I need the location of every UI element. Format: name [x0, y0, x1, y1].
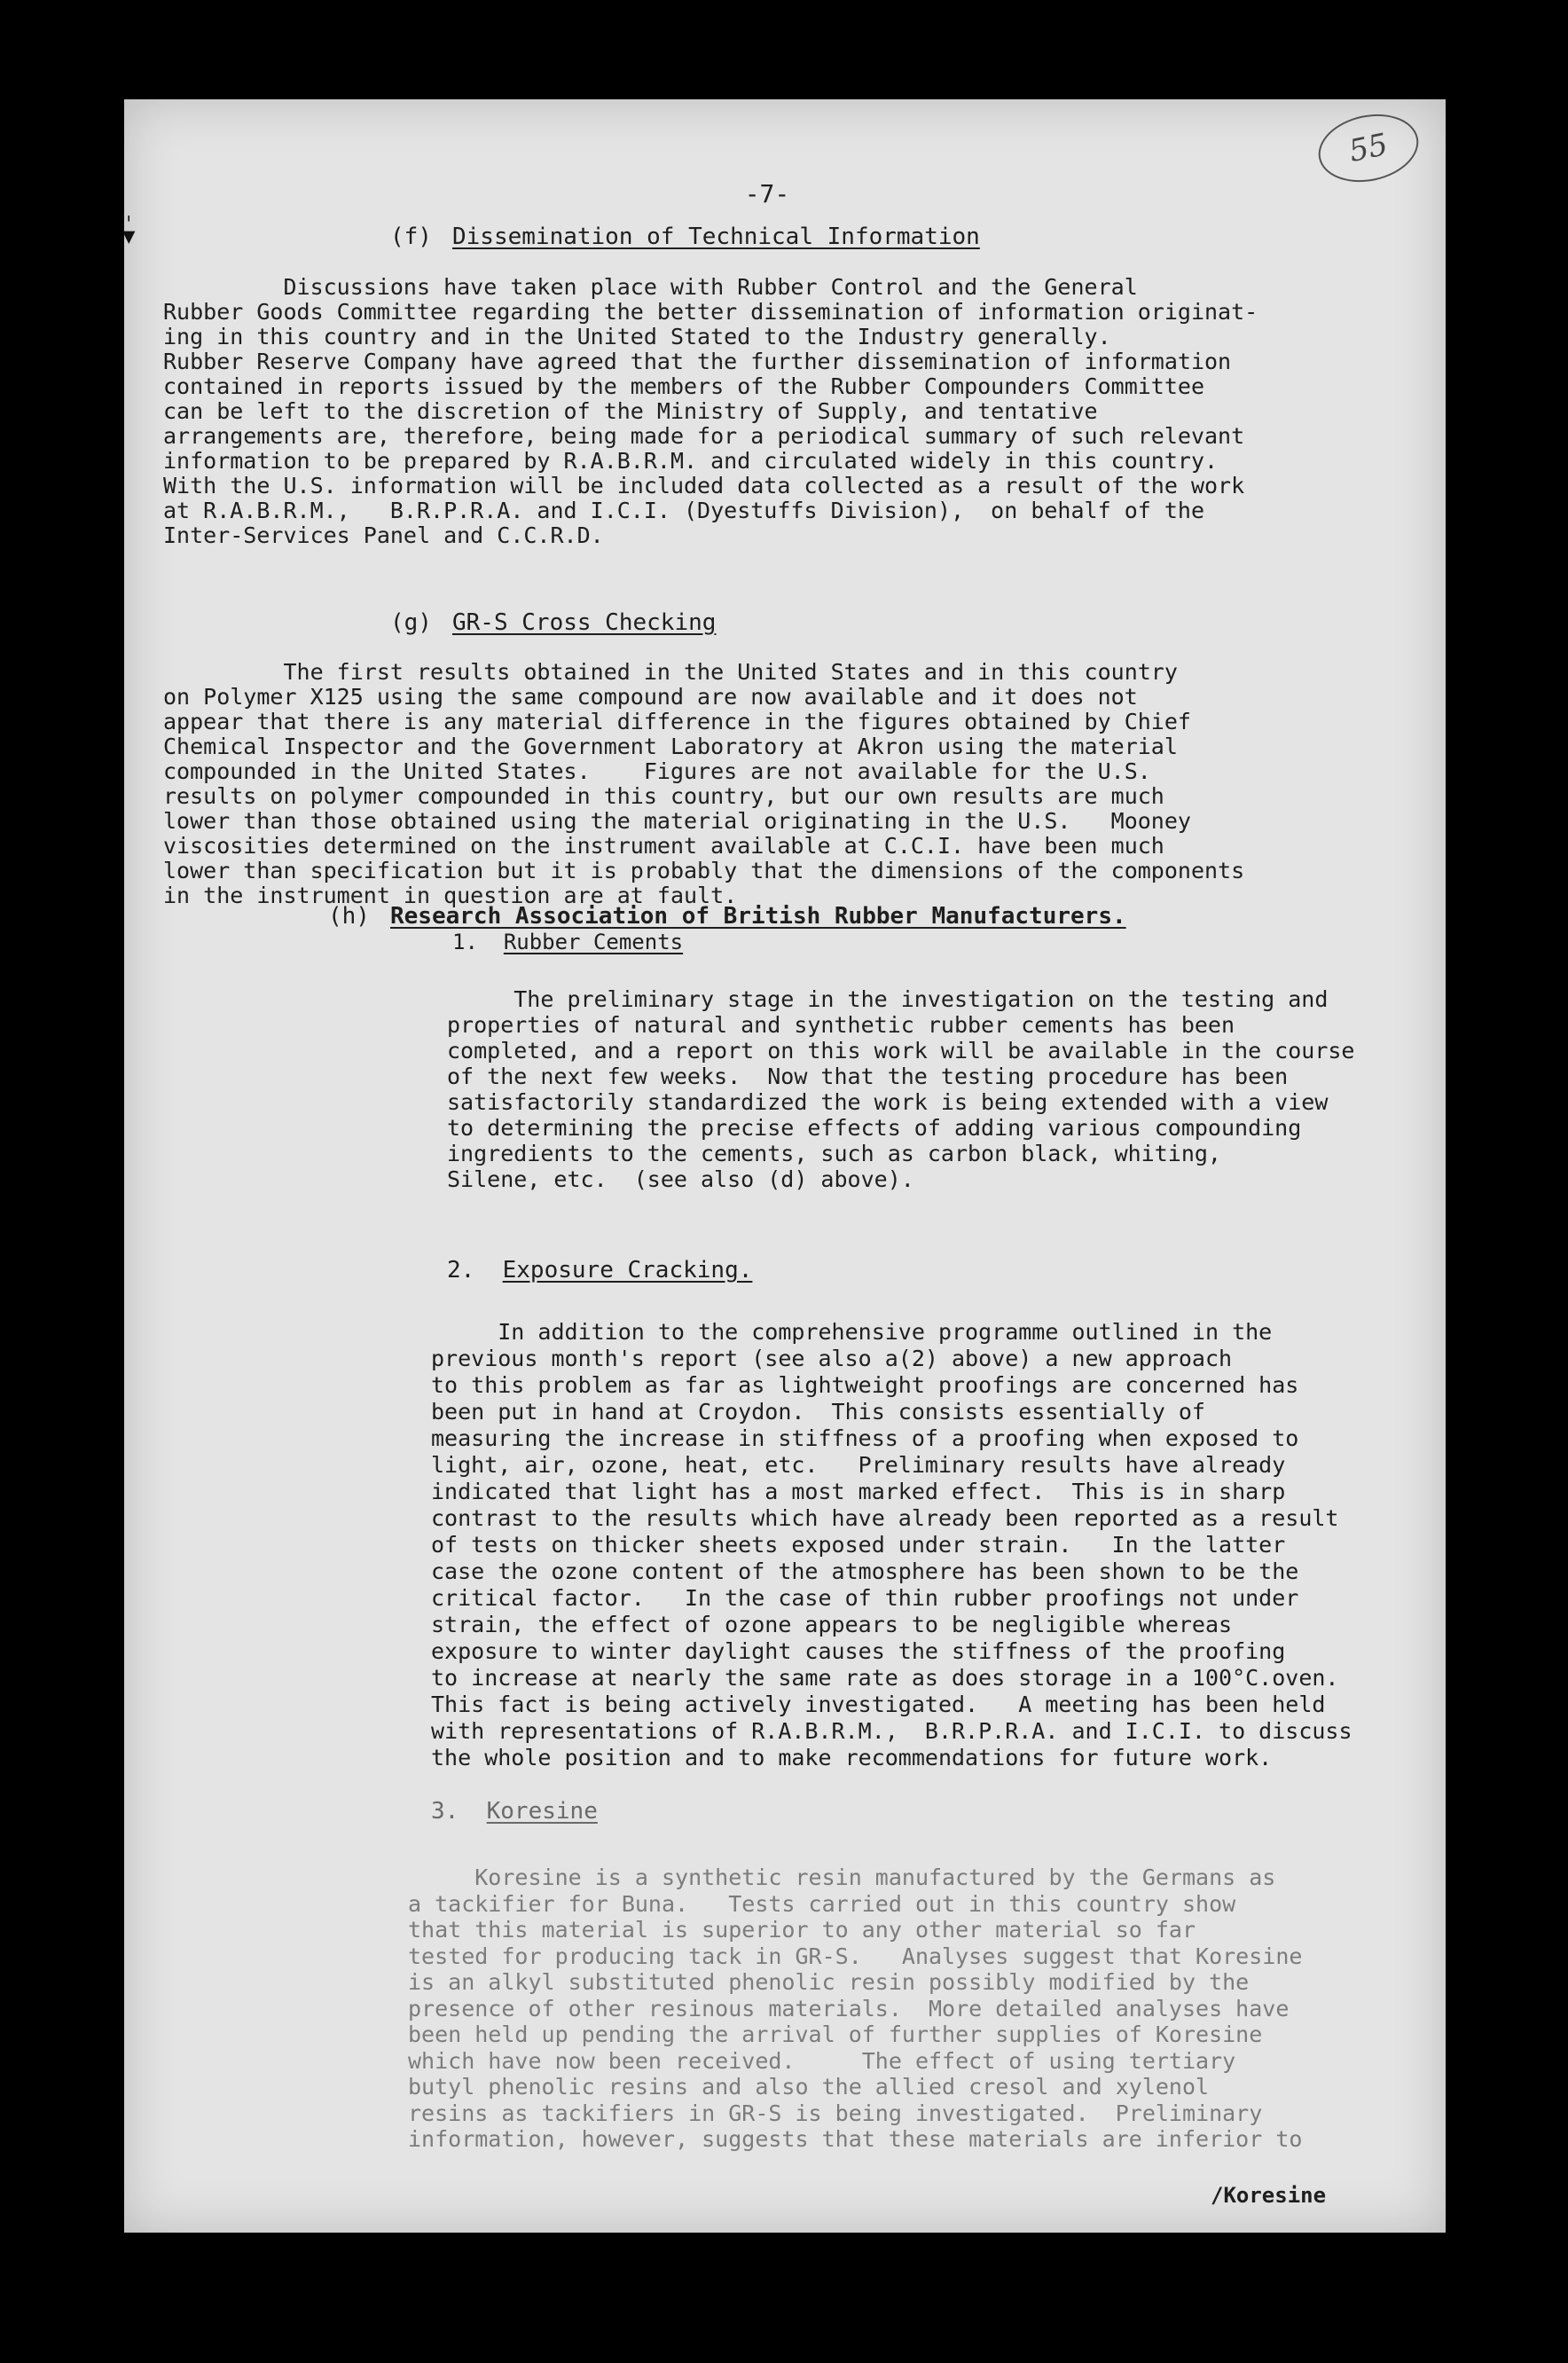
subsection-3-body	[408, 1864, 1302, 2153]
subsection-2-line: case the ozone content of the atmosphere has been shown to be the	[431, 1558, 1299, 1584]
section-h-heading	[328, 903, 1126, 930]
subsection-2-line: indicated that light has a most marked effect. This is in sharp	[431, 1479, 1286, 1504]
subsection-1-line: properties of natural and synthetic rubber cements has been	[447, 1012, 1235, 1038]
subsection-2-line: exposure to winter daylight causes the stiffness of the proofing	[431, 1638, 1286, 1664]
subsection-2-title: Exposure Cracking.	[502, 1257, 753, 1284]
subsection-3-title: Koresine	[486, 1798, 598, 1825]
subsection-3-line: information, however, suggests that these materials are inferior to	[408, 2126, 1303, 2152]
subsection-2-line: of tests on thicker sheets exposed under strain. In the latter	[431, 1532, 1286, 1558]
subsection-1-line: satisfactorily standardized the work is being extended with a view	[447, 1089, 1329, 1115]
folio-stamp	[1313, 106, 1425, 191]
section-f-line: arrangements are, therefore, being made for a periodical summary of such relevant	[163, 423, 1245, 449]
section-g-line: viscosities determined on the instrument available at C.C.I. have been much	[163, 833, 1164, 859]
section-g-line: The first results obtained in the United States and in this country	[163, 659, 1178, 685]
section-f-line: Rubber Goods Committee regarding the better dissemination of information originat-	[163, 299, 1258, 325]
section-g-title: GR-S Cross Checking	[452, 609, 717, 636]
subsection-1-line: The preliminary stage in the investigation on the testing and	[447, 986, 1329, 1012]
section-f-line: ing in this country and in the United Stated to the Industry generally.	[163, 324, 1111, 349]
subsection-2-line: to this problem as far as lightweight proofings are concerned has	[431, 1372, 1299, 1398]
section-g-line: on Polymer X125 using the same compound are now available and it does not	[163, 684, 1138, 710]
folio-number: 55	[1345, 126, 1392, 170]
subsection-2-line: contrast to the results which have already been reported as a result	[431, 1505, 1339, 1531]
subsection-2-line: strain, the effect of ozone appears to be negligible whereas	[431, 1612, 1233, 1637]
subsection-1-line: Silene, etc. (see also (d) above).	[447, 1166, 914, 1192]
subsection-3-line: which have now been received. The effect of using tertiary	[408, 2047, 1236, 2074]
section-f-line: at R.A.B.R.M., B.R.P.R.A. and I.C.I. (Dyestuffs Division), on behalf of the	[163, 498, 1204, 523]
subsection-2-heading	[447, 1257, 752, 1284]
section-f-line: contained in reports issued by the members of the Rubber Compounders Committee	[163, 373, 1204, 399]
section-g-body	[163, 660, 1244, 908]
subsection-2-body	[431, 1319, 1352, 1771]
subsection-3-line: Koresine is a synthetic resin manufactured by the Germans as	[408, 1864, 1276, 1890]
section-f-line: Inter-Services Panel and C.C.R.D.	[163, 522, 604, 548]
section-g-line: compounded in the United States. Figures are not available for the U.S.	[163, 758, 1151, 784]
section-f-body	[163, 275, 1258, 548]
page-number: -7-	[744, 179, 790, 208]
section-g-line: lower than those obtained using the material originating in the U.S. Mooney	[163, 808, 1191, 834]
subsection-3-line: is an alkyl substituted phenolic resin possibly modified by the	[408, 1969, 1250, 1995]
subsection-2-line: the whole position and to make recommendations for future work.	[431, 1745, 1273, 1770]
subsection-3-heading	[431, 1798, 598, 1825]
subsection-2-line: previous month's report (see also a(2) above) a new approach	[431, 1346, 1233, 1371]
subsection-2-number: 2.	[447, 1257, 475, 1284]
margin-tick-mark: ˌ	[122, 199, 136, 224]
section-g-line: lower than specification but it is probably that the dimensions of the components	[163, 858, 1245, 883]
section-f-line: information to be prepared by R.A.B.R.M. and circulated widely in this country.	[163, 448, 1219, 474]
section-g-line: appear that there is any material difference in the figures obtained by Chief	[163, 709, 1191, 734]
subsection-1-line: ingredients to the cements, such as carbon black, whiting,	[447, 1141, 1221, 1166]
subsection-3-line: presence of other resinous materials. More detailed analyses have	[408, 1995, 1290, 2022]
section-g-line: results on polymer compounded in this country, but our own results are much	[163, 783, 1164, 809]
section-f-label: (f)	[390, 224, 432, 250]
subsection-2-line: with representations of R.A.B.R.M., B.R.P.R.A. and I.C.I. to discuss	[431, 1718, 1352, 1744]
subsection-2-line: been put in hand at Croydon. This consists essentially of	[431, 1399, 1205, 1425]
section-f-line: Discussions have taken place with Rubber Control and the General	[163, 274, 1138, 300]
continuation-catchword: /Koresine	[1211, 2183, 1327, 2208]
section-f-heading	[390, 224, 980, 250]
section-g-line: Chemical Inspector and the Government Laboratory at Akron using the material	[163, 734, 1178, 759]
document-page	[124, 99, 1446, 2233]
section-f-line: can be left to the discretion of the Ministry of Supply, and tentative	[163, 398, 1098, 424]
subsection-3-line: tested for producing tack in GR-S. Analyses suggest that Koresine	[408, 1943, 1303, 1969]
subsection-2-line: light, air, ozone, heat, etc. Preliminary results have already	[431, 1452, 1286, 1478]
subsection-3-line: resins as tackifiers in GR-S is being investigated. Preliminary	[408, 2100, 1263, 2126]
section-f-title: Dissemination of Technical Information	[452, 224, 980, 250]
subsection-2-line: to increase at nearly the same rate as does storage in a 100°C.oven.	[431, 1665, 1339, 1691]
subsection-1-line: of the next few weeks. Now that the testing procedure has been	[447, 1064, 1289, 1089]
subsection-1-line: completed, and a report on this work will be available in the course	[447, 1038, 1355, 1064]
subsection-3-line: butyl phenolic resins and also the allied cresol and xylenol	[408, 2074, 1210, 2100]
section-g-label: (g)	[390, 609, 432, 636]
subsection-1-body	[447, 986, 1355, 1192]
subsection-2-line: In addition to the comprehensive programme outlined in the	[431, 1319, 1273, 1345]
subsection-2-line: This fact is being actively investigated. A meeting has been held	[431, 1692, 1326, 1717]
subsection-3-line: that this material is superior to any other material so far	[408, 1917, 1196, 1943]
section-f-line: Rubber Reserve Company have agreed that the further dissemination of information	[163, 349, 1232, 374]
section-g-line: in the instrument in question are at fault.	[163, 883, 738, 908]
section-f-line: With the U.S. information will be included data collected as a result of the work	[163, 473, 1245, 499]
section-g-heading	[390, 609, 716, 636]
subsection-1-title: Rubber Cements	[503, 930, 684, 954]
subsection-1-heading	[452, 929, 683, 955]
subsection-1-number: 1.	[452, 930, 478, 954]
subsection-1-line: to determining the precise effects of adding various compounding	[447, 1115, 1302, 1141]
subsection-3-line: a tackifier for Buna. Tests carried out in this country show	[408, 1890, 1236, 1917]
subsection-3-number: 3.	[431, 1798, 459, 1825]
subsection-2-line: measuring the increase in stiffness of a proofing when exposed to	[431, 1425, 1299, 1451]
margin-arrow-icon: ▼	[122, 224, 136, 248]
section-h-label: (h)	[328, 903, 370, 930]
subsection-3-line: been held up pending the arrival of further supplies of Koresine	[408, 2022, 1263, 2047]
section-h-title: Research Association of British Rubber Manufacturers.	[390, 903, 1126, 930]
subsection-2-line: critical factor. In the case of thin rubber proofings not under	[431, 1585, 1299, 1611]
